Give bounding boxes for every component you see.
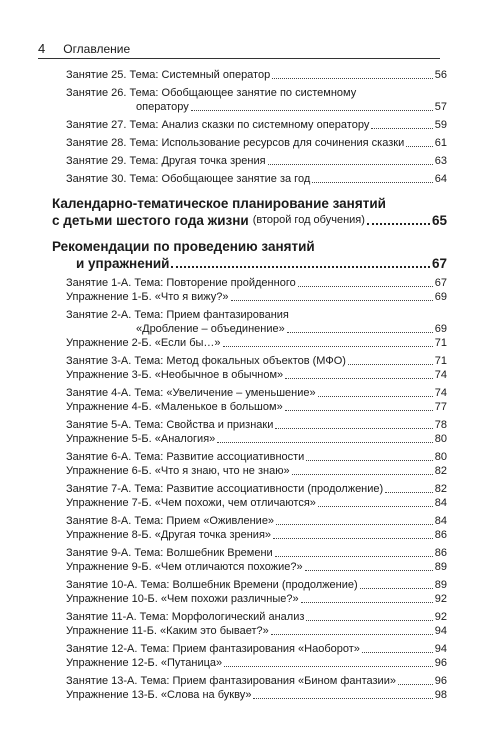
dot-leader [268, 164, 433, 165]
toc-entry-label: Упражнение 4-Б. «Маленькое в большом» [66, 401, 283, 413]
toc-entry-label: Занятие 6-А. Тема: Развитие ассоциативности [66, 451, 305, 463]
dot-leader [306, 460, 432, 461]
toc-entry[interactable] [66, 482, 447, 496]
dot-leader [223, 346, 433, 347]
toc-entry-page: 94 [434, 643, 447, 655]
dot-leader [171, 266, 430, 268]
toc-entry-page: 57 [434, 101, 447, 113]
toc-entry-label: Занятие 26. Тема: Обобщающее занятие по системному [66, 87, 357, 99]
dot-leader [371, 128, 432, 129]
toc-entry-page: 56 [434, 69, 447, 81]
toc-entry[interactable] [66, 674, 447, 688]
toc-entry[interactable] [66, 546, 447, 560]
toc-entry-page: 74 [434, 387, 447, 399]
dot-leader [367, 223, 430, 225]
toc-entry-label: Занятие 3-А. Тема: Метод фокальных объектов (МФО) [66, 355, 346, 367]
dot-leader [275, 428, 432, 429]
toc-entry-page: 80 [434, 433, 447, 445]
toc-entry-page: 77 [434, 401, 447, 413]
toc-entry-page: 92 [434, 611, 447, 623]
toc-entry-label: Упражнение 13-Б. «Слова на букву» [66, 689, 252, 701]
toc-entry-page: 67 [434, 277, 447, 289]
toc-entry-label: Занятие 30. Тема: Обобщающее занятие за год [66, 173, 311, 185]
toc-section-heading[interactable] [52, 195, 447, 229]
toc-entry-label: Упражнение 2-Б. «Если бы…» [66, 337, 221, 349]
toc-entry-label: Упражнение 7-Б. «Чем похожи, чем отличаются» [66, 497, 316, 509]
toc-entry-page: 71 [434, 355, 447, 367]
toc-entry-page: 80 [434, 451, 447, 463]
toc-entry-label: Упражнение 6-Б. «Что я знаю, что не знаю» [66, 465, 290, 477]
toc-entry-page: 74 [434, 369, 447, 381]
dot-leader [301, 602, 433, 603]
toc-entry[interactable] [66, 624, 447, 638]
toc-entry-page: 82 [434, 483, 447, 495]
dot-leader [272, 78, 433, 79]
toc-entry[interactable] [66, 496, 447, 510]
toc-entry-label: Занятие 12-А. Тема: Прием фантазирования «Наоборот» [66, 643, 360, 655]
dot-leader [348, 364, 433, 365]
toc-entry[interactable] [66, 418, 447, 432]
toc-entry-label: Занятие 5-А. Тема: Свойства и признаки [66, 419, 274, 431]
toc-entry-page: 64 [434, 173, 447, 185]
toc-entry-label: Упражнение 9-Б. «Чем отличаются похожие?» [66, 561, 303, 573]
toc-entry-page: 86 [434, 529, 447, 541]
toc-entry[interactable] [66, 368, 447, 382]
toc-entry-page: 59 [434, 119, 447, 131]
dot-leader [318, 506, 433, 507]
toc-entry-label: Занятие 4-А. Тема: «Увеличение – уменьшение» [66, 387, 316, 399]
toc-entry-label: Занятие 27. Тема: Анализ сказки по системному оператору [66, 119, 370, 131]
toc-entry[interactable] [66, 290, 447, 304]
toc-entry-label: Упражнение 1-Б. «Что я вижу?» [66, 291, 229, 303]
toc-entry-page: 84 [434, 515, 447, 527]
toc-entry-page: 96 [434, 675, 447, 687]
dot-leader [217, 442, 432, 443]
toc-entry-page: 69 [434, 323, 447, 335]
toc-entry-page: 94 [434, 625, 447, 637]
dot-leader [191, 110, 433, 111]
toc-entry[interactable] [66, 578, 447, 592]
toc-entry[interactable] [66, 86, 447, 114]
section-heading-line: Календарно-тематическое планирование занятий [52, 196, 386, 211]
toc-entry-page: 92 [434, 593, 447, 605]
toc-entry[interactable] [66, 656, 447, 670]
toc-entry-label: Занятие 1-А. Тема: Повторение пройденного [66, 277, 296, 289]
toc-entry[interactable] [66, 688, 447, 702]
toc-entry-list [52, 276, 447, 702]
dot-leader [398, 684, 433, 685]
toc-section-page: 65 [431, 213, 447, 228]
toc-entry[interactable] [66, 336, 447, 350]
dot-leader [253, 698, 432, 699]
toc-entry[interactable] [66, 432, 447, 446]
toc-entry-label: Занятие 11-А. Тема: Морфологический анализ [66, 611, 305, 623]
toc-entry-label: Упражнение 8-Б. «Другая точка зрения» [66, 529, 272, 541]
toc-entry-label: «Дробление – объединение» [136, 323, 285, 335]
toc-section-page: 67 [431, 256, 447, 271]
dot-leader [385, 492, 433, 493]
page-number: 4 [38, 41, 46, 56]
dot-leader [312, 182, 432, 183]
toc-entry-label: Занятие 9-А. Тема: Волшебник Времени [66, 547, 273, 559]
toc-entry[interactable] [66, 560, 447, 574]
toc-entry-label: Занятие 10-А. Тема: Волшебник Времени (продолжение) [66, 579, 358, 591]
toc-entry-label: Занятие 25. Тема: Системный оператор [66, 69, 271, 81]
toc-entry-label: Занятие 7-А. Тема: Развитие ассоциативности (продолжение) [66, 483, 384, 495]
section-heading-line: с детьми шестого года жизни [52, 213, 249, 228]
dot-leader [275, 556, 433, 557]
page-header-title: Оглавление [63, 42, 131, 56]
toc-entry[interactable] [66, 610, 447, 624]
toc-entry-label: Занятие 2-А. Тема: Прием фантазирования [66, 309, 289, 321]
toc-entry[interactable] [66, 136, 447, 150]
toc-entry-label: Упражнение 10-Б. «Чем похожи различные?» [66, 593, 299, 605]
toc-entry[interactable] [66, 464, 447, 478]
section-heading-line: Рекомендации по проведению занятий [52, 239, 315, 254]
toc-entry-label: Занятие 28. Тема: Использование ресурсов для сочинения сказки [66, 137, 405, 149]
dot-leader [287, 332, 433, 333]
toc-entry[interactable] [66, 154, 447, 168]
toc-entry[interactable] [66, 308, 447, 336]
toc-section-heading[interactable] [52, 238, 447, 272]
toc-entry[interactable] [66, 642, 447, 656]
toc-entry-label: оператору [136, 101, 189, 113]
section-note: (второй год обучения) [252, 214, 365, 226]
toc-entry[interactable] [66, 386, 447, 400]
dot-leader [224, 666, 433, 667]
toc-entry-page: 89 [434, 561, 447, 573]
toc-entry[interactable] [66, 118, 447, 132]
toc-entry-label: Упражнение 12-Б. «Путаница» [66, 657, 223, 669]
toc-entry[interactable] [66, 172, 447, 186]
dot-leader [285, 378, 433, 379]
toc-entry-label: Упражнение 11-Б. «Каким это бывает?» [66, 625, 269, 637]
toc-entry[interactable] [66, 400, 447, 414]
dot-leader [273, 538, 433, 539]
dot-leader [360, 588, 433, 589]
toc-entry-label: Упражнение 3-Б. «Необычное в обычном» [66, 369, 284, 381]
dot-leader [271, 634, 433, 635]
toc-entry-label: Занятие 8-А. Тема: Прием «Оживление» [66, 515, 275, 527]
dot-leader [292, 474, 433, 475]
toc-entry[interactable] [66, 514, 447, 528]
toc-entry-page: 84 [434, 497, 447, 509]
toc-entry-page: 82 [434, 465, 447, 477]
dot-leader [285, 410, 433, 411]
toc-entry[interactable] [66, 528, 447, 542]
toc-entry[interactable] [66, 354, 447, 368]
toc-entry-page: 63 [434, 155, 447, 167]
toc-entry-page: 86 [434, 547, 447, 559]
dot-leader [231, 300, 433, 301]
dot-leader [406, 146, 433, 147]
dot-leader [306, 620, 432, 621]
toc-entry-label: Занятие 29. Тема: Другая точка зрения [66, 155, 266, 167]
toc-entry-label: Упражнение 5-Б. «Аналогия» [66, 433, 216, 445]
toc-entry-page: 61 [434, 137, 447, 149]
toc-entry-page: 96 [434, 657, 447, 669]
toc-entry[interactable] [66, 592, 447, 606]
page-header [38, 38, 440, 59]
toc-entry[interactable] [66, 276, 447, 290]
toc-entry-page: 89 [434, 579, 447, 591]
dot-leader [305, 570, 433, 571]
toc-entry-label: Занятие 13-А. Тема: Прием фантазирования «Бином фантазии» [66, 675, 396, 687]
dot-leader [276, 524, 433, 525]
table-of-contents [52, 68, 447, 702]
toc-entry-page: 78 [434, 419, 447, 431]
toc-entry-page: 98 [434, 689, 447, 701]
toc-entry-page: 71 [434, 337, 447, 349]
dot-leader [362, 652, 433, 653]
toc-entry[interactable] [66, 450, 447, 464]
toc-entry-page: 69 [434, 291, 447, 303]
dot-leader [298, 286, 433, 287]
toc-entry[interactable] [66, 68, 447, 82]
dot-leader [318, 396, 433, 397]
section-heading-line: и упражнений [76, 256, 170, 271]
